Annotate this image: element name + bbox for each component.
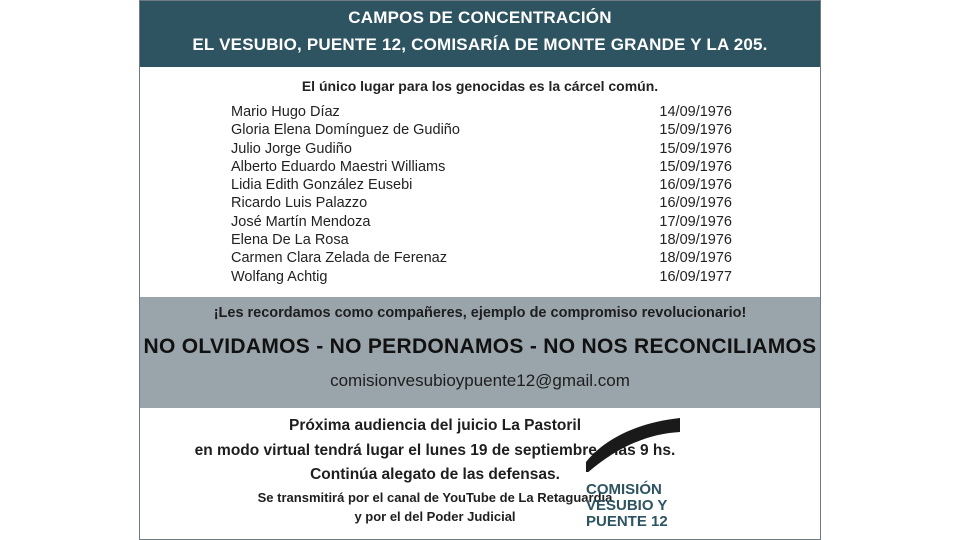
logo-text-line2: VESUBIO Y	[586, 497, 668, 514]
remembrance-text: ¡Les recordamos como compañeres, ejemplo de compromiso revolucionario!	[213, 305, 747, 321]
victim-name: Mario Hugo Díaz	[231, 104, 340, 120]
header-title-line1: CAMPOS DE CONCENTRACIÓN	[348, 8, 612, 27]
slogan: El único lugar para los genocidas es la cárcel común.	[301, 78, 659, 94]
victim-date: 14/09/1976	[659, 104, 732, 120]
notice-line1: Próxima audiencia del juicio La Pastoril	[288, 417, 581, 434]
victim-row	[231, 158, 732, 176]
victim-date: 17/09/1976	[659, 213, 732, 230]
victim-name: Carmen Clara Zelada de Ferenaz	[231, 250, 447, 267]
contact-email: comisionvesubioypuente12@gmail.com	[330, 371, 630, 390]
memorial-notice-card	[139, 0, 821, 540]
notice-line4: Se transmitirá por el canal de YouTube de La Retaguardia	[257, 490, 613, 505]
victim-date: 15/09/1976	[659, 158, 732, 175]
victim-name: Lidia Edith González Eusebi	[231, 177, 413, 194]
victim-row	[231, 213, 732, 231]
victim-row	[231, 249, 732, 267]
header-title-line2: EL VESUBIO, PUENTE 12, COMISARÍA DE MONTE GRANDE Y LA 205.	[192, 35, 768, 54]
header-banner	[140, 1, 820, 67]
hearing-notice	[140, 408, 820, 540]
victim-date: 18/09/1976	[659, 232, 732, 249]
victim-name: Elena De La Rosa	[231, 232, 349, 249]
motto: NO OLVIDAMOS - NO PERDONAMOS - NO NOS RECONCILIAMOS	[143, 335, 817, 358]
victim-row	[231, 231, 732, 249]
logo-arc-icon	[586, 412, 682, 472]
victim-row	[231, 268, 732, 286]
victims-list	[231, 103, 732, 286]
notice-line3: Continúa alegato de las defensas.	[310, 466, 560, 483]
victim-name: Julio Jorge Gudiño	[231, 140, 352, 157]
victim-name: José Martín Mendoza	[231, 213, 371, 230]
victim-row	[231, 194, 732, 212]
victim-row	[231, 121, 732, 139]
comision-logo	[586, 412, 678, 534]
victim-date: 16/09/1977	[659, 268, 732, 285]
notice-line5: y por el del Poder Judicial	[354, 509, 516, 524]
notice-line2: en modo virtual tendrá lugar el lunes 19 de septiembre a las 9 hs.	[194, 442, 676, 459]
victim-date: 15/09/1976	[659, 122, 732, 139]
logo-text-line3: PUENTE 12	[586, 513, 668, 530]
victim-name: Gloria Elena Domínguez de Gudiño	[231, 122, 460, 139]
victim-name: Ricardo Luis Palazzo	[231, 195, 368, 212]
victim-name: Wolfang Achtig	[231, 268, 328, 285]
logo-text-line1: COMISIÓN	[586, 481, 662, 498]
victim-date: 15/09/1976	[659, 140, 732, 157]
victim-row	[231, 140, 732, 158]
remembrance-band	[140, 297, 820, 408]
victim-row	[231, 103, 732, 121]
victim-date: 16/09/1976	[659, 177, 732, 194]
victim-date: 18/09/1976	[659, 250, 732, 267]
victim-row	[231, 176, 732, 194]
victim-name: Alberto Eduardo Maestri Williams	[231, 158, 446, 175]
victim-date: 16/09/1976	[659, 195, 732, 212]
